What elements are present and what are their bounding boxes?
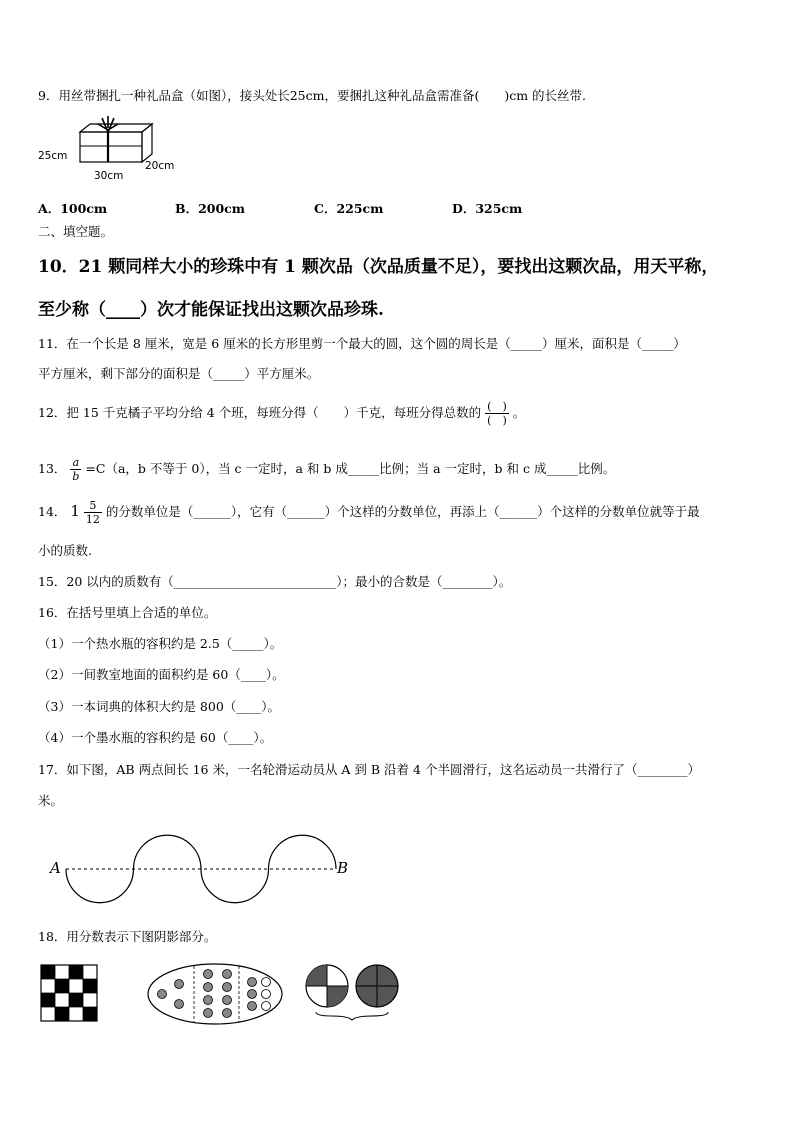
q9-label-width: 20cm xyxy=(145,160,175,172)
q12-fraction xyxy=(485,400,509,427)
q10-line1: 10．21 颗同样大小的珍珠中有 1 颗次品（次品质量不足），要找出这颗次品，用天平称， xyxy=(38,257,719,277)
q16-item-2: （2）一间教室地面的面积约是 60（____）。 xyxy=(38,667,285,682)
q17-label-b: B xyxy=(337,859,349,877)
q14-num: 14． xyxy=(38,504,67,519)
q9-option-c: C．225cm xyxy=(314,201,384,216)
q9-label-height: 25cm xyxy=(38,150,68,162)
q13-line xyxy=(38,456,615,483)
q17-line2: 米。 xyxy=(38,793,64,808)
q18-oval-dots-figure xyxy=(146,962,284,1026)
q13-num: 13． xyxy=(38,461,67,476)
q16-title: 16．在括号里填上合适的单位。 xyxy=(38,605,217,620)
q18-circles-figure xyxy=(302,962,402,1024)
q14-text: 的分数单位是（______），它有（______）个这样的分数单位，再添上（______）个这样的分数单位就等于最 xyxy=(105,504,700,519)
q9-option-d: D．325cm xyxy=(452,201,523,216)
q14-frac-num: 5 xyxy=(84,499,102,513)
q9-label-length: 30cm xyxy=(94,170,124,182)
q17-line1: 17．如下图，AB 两点间长 16 米，一名轮滑运动员从 A 到 B 沿着 4 个半圆滑行，这名运动员一共滑行了（________） xyxy=(38,762,700,777)
q17-label-a: A xyxy=(50,859,61,877)
q18-grid-figure xyxy=(40,964,98,1022)
q13-frac-den: b xyxy=(72,470,80,483)
q11-line2: 平方厘米，剩下部分的面积是（_____）平方厘米。 xyxy=(38,366,320,381)
q13-frac-num: a xyxy=(70,456,81,470)
q12-frac-num: ( ) xyxy=(487,400,507,413)
q14-whole: 1 xyxy=(70,502,80,520)
q13-text: =C（a，b 不等于 0），当 c 一定时，a 和 b 成_____比例；当 a 一定时，b 和 c 成_____比例。 xyxy=(85,461,616,476)
q9-option-a: A．100cm xyxy=(38,201,108,216)
q18-title: 18．用分数表示下图阴影部分。 xyxy=(38,929,217,944)
q15-text: 15．20 以内的质数有（__________________________）；最小的合数是（________）。 xyxy=(38,574,512,589)
q14-line2: 小的质数. xyxy=(38,543,92,558)
q14-frac-den: 12 xyxy=(85,513,100,526)
q17-semicircle-path-figure xyxy=(46,826,366,906)
q12-frac-den: ( ) xyxy=(487,414,507,427)
q11-line1: 11．在一个长是 8 厘米，宽是 6 厘米的长方形里剪一个最大的圆，这个圆的周长是（_____）厘米，面积是（_____） xyxy=(38,336,686,351)
q9-option-b: B．200cm xyxy=(175,201,245,216)
q13-fraction xyxy=(70,456,81,483)
q12-tail: 。 xyxy=(512,405,526,420)
q12-text: 12．把 15 千克橘子平均分给 4 个班，每班分得（ ）千克，每班分得总数的 xyxy=(38,405,482,420)
section2-title: 二、填空题。 xyxy=(38,224,114,239)
q12-line xyxy=(38,400,525,427)
q14-fraction xyxy=(84,499,102,526)
q9-text: 9．用丝带捆扎一种礼品盒（如图），接头处长25cm，要捆扎这种礼品盒需准备( )cm 的长丝带. xyxy=(38,88,587,103)
q16-item-1: （1）一个热水瓶的容积约是 2.5（_____）。 xyxy=(38,636,283,651)
q14-line1 xyxy=(38,499,700,526)
q10-line2: 至少称（____）次才能保证找出这颗次品珍珠. xyxy=(38,300,384,320)
q16-item-3: （3）一本词典的体积大约是 800（____）。 xyxy=(38,699,281,714)
q16-item-4: （4）一个墨水瓶的容积约是 60（____）。 xyxy=(38,730,273,745)
